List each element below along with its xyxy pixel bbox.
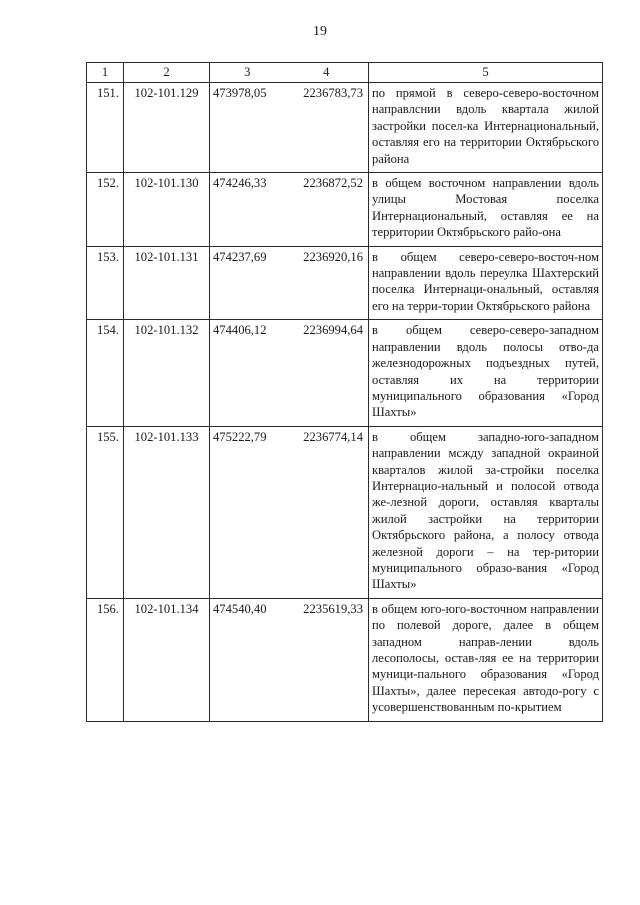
boundary-points-table [86,62,603,722]
boundary-description: в общем северо-северо-западном направлении вдоль полосы отво-да железнодорожных подъездных путей, оставляя их на территории муниципального образования «Город Шахты» [369,320,603,426]
row-number: 151. [87,83,124,173]
row-number: 153. [87,246,124,320]
header-col-2: 2 [124,63,210,83]
header-col-4: 4 [285,63,369,83]
y-coordinate: 2236872,52 [285,173,369,247]
row-number: 154. [87,320,124,426]
row-number: 156. [87,598,124,721]
header-col-1: 1 [87,63,124,83]
table-row [87,173,603,247]
table-row [87,320,603,426]
row-number: 152. [87,173,124,247]
table-row [87,598,603,721]
y-coordinate: 2236920,16 [285,246,369,320]
y-coordinate: 2236783,73 [285,83,369,173]
y-coordinate: 2236994,64 [285,320,369,426]
row-number: 155. [87,426,124,598]
boundary-description: в общем юго-юго-восточном направлении по полевой дороге, далее в общем западном направ-лении вдоль лесополосы, остав-ляя ее на территории муници-пального образования «Город Шахты», далее пересекая автодо-рогу с усовершенствованным по-крытием [369,598,603,721]
y-coordinate: 2236774,14 [285,426,369,598]
point-code: 102-101.133 [124,426,210,598]
x-coordinate: 474237,69 [210,246,285,320]
y-coordinate: 2235619,33 [285,598,369,721]
x-coordinate: 474540,40 [210,598,285,721]
table-header-row [87,63,603,83]
boundary-description: в общем западно-юго-западном направлении мсжду западной окраиной кварталов жилой за-стройки поселка Интернацио-нальный и полосой отвода же-лезной дороги, оставляя кварталы жилой застройки на территории Октябрьского района, а полосу отвода железной дороги – на тер-ритории муниципального образо-вания «Город Шахты» [369,426,603,598]
point-code: 102-101.134 [124,598,210,721]
boundary-description: по прямой в северо-северо-восточном направлснии вдоль квартала жилой застройки посел-ка Интернациональный, оставляя его на территории Октябрьского района [369,83,603,173]
page-number: 19 [313,24,327,39]
point-code: 102-101.131 [124,246,210,320]
point-code: 102-101.132 [124,320,210,426]
table-row [87,426,603,598]
x-coordinate: 473978,05 [210,83,285,173]
table-row [87,246,603,320]
boundary-description: в общем северо-северо-восточ-ном направлении вдоль переулка Шахтерский поселка Интернаци-ональный, оставляя его на терри-тории Октябрьского района [369,246,603,320]
header-col-3: 3 [210,63,285,83]
boundary-description: в общем восточном направлении вдоль улицы Мостовая поселка Интернациональный, оставляя ее на территории Октябрьского райо-она [369,173,603,247]
table-row [87,83,603,173]
point-code: 102-101.129 [124,83,210,173]
point-code: 102-101.130 [124,173,210,247]
header-col-5: 5 [369,63,603,83]
x-coordinate: 474406,12 [210,320,285,426]
x-coordinate: 474246,33 [210,173,285,247]
x-coordinate: 475222,79 [210,426,285,598]
